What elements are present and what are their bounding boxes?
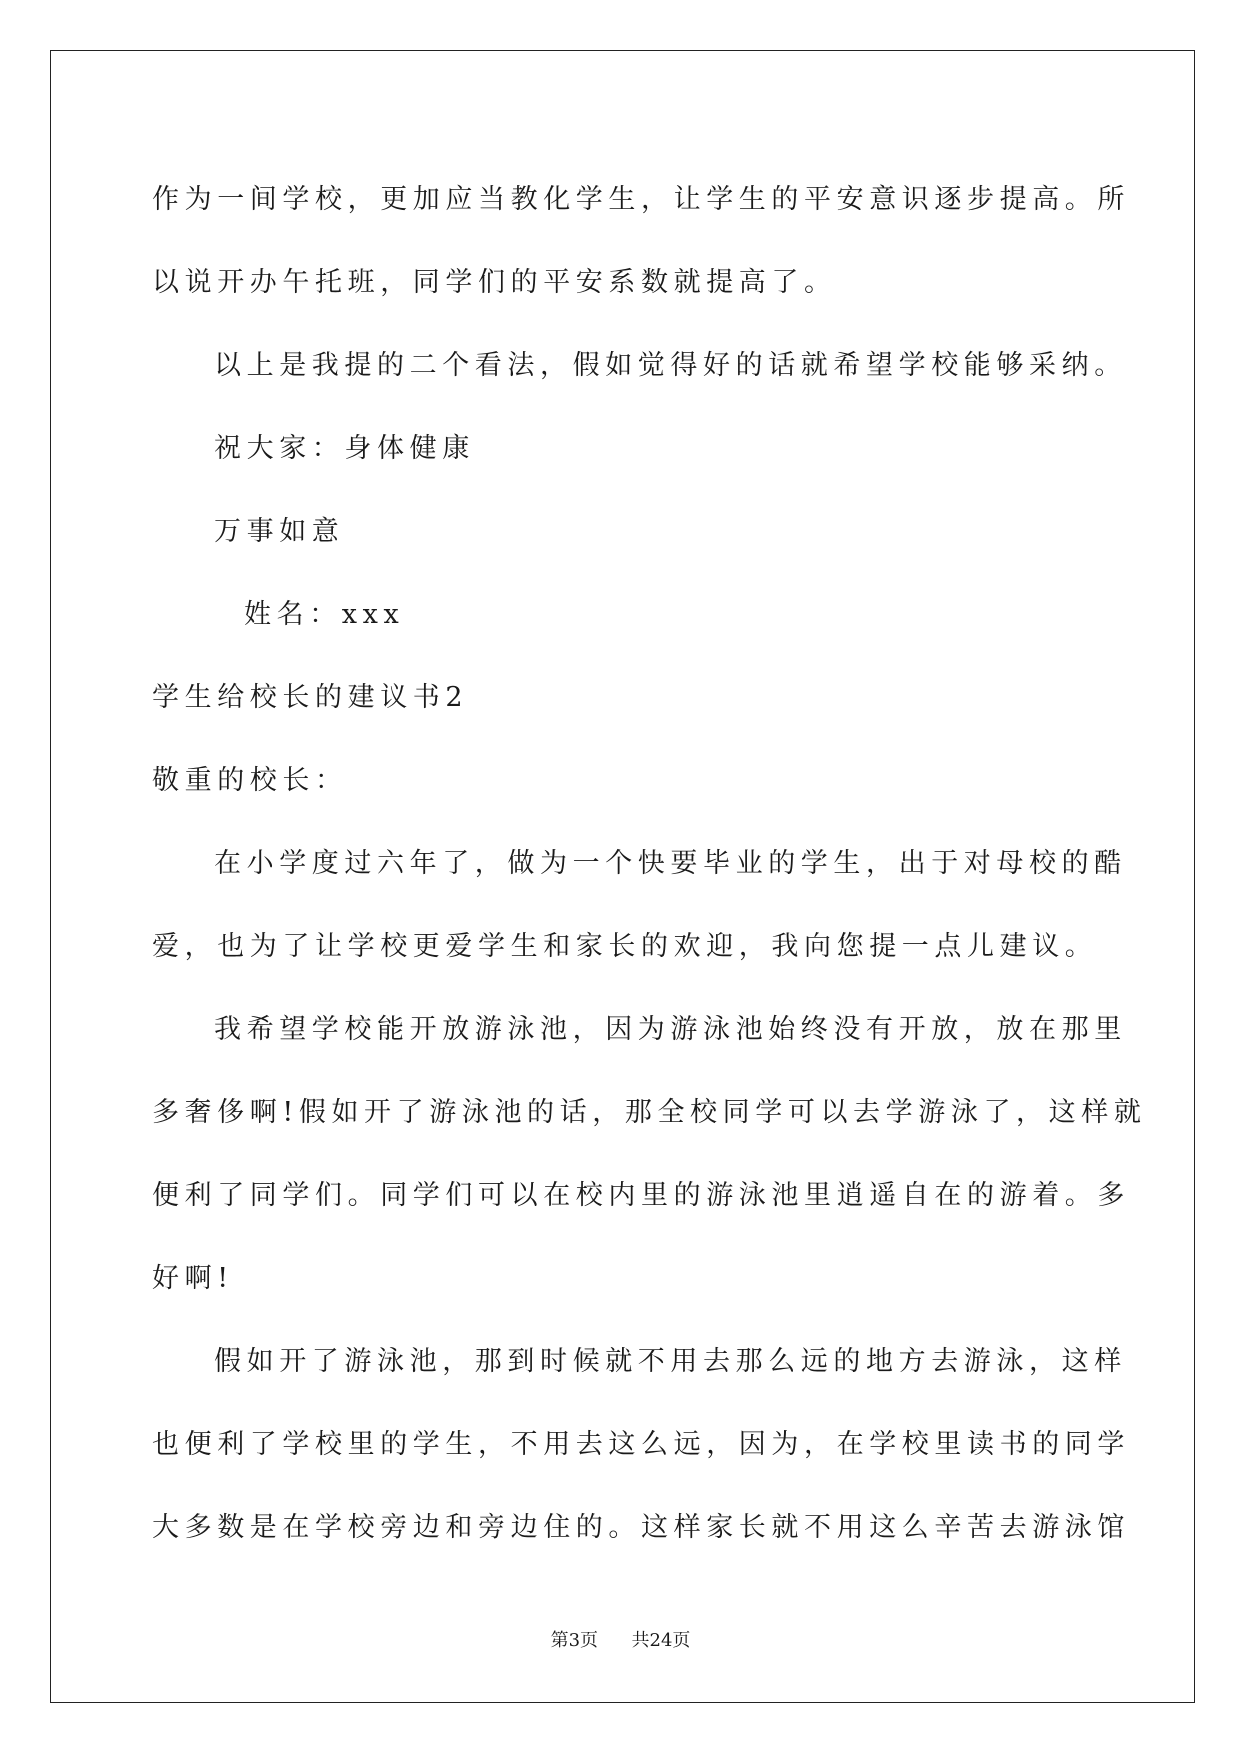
salutation: 敬重的校长： xyxy=(152,765,348,796)
paragraph-line: 假如开了游泳池，那到时候就不用去那么远的地方去游泳，这样 xyxy=(214,1346,1127,1377)
paragraph-line: 爱，也为了让学校更爱学生和家长的欢迎，我向您提一点儿建议。 xyxy=(152,931,1098,962)
paragraph-line: 多奢侈啊!假如开了游泳池的话，那全校同学可以去学游泳了，这样就 xyxy=(152,1097,1147,1128)
paragraph-line: 作为一间学校，更加应当教化学生，让学生的平安意识逐步提高。所 xyxy=(152,184,1130,215)
document-body xyxy=(152,158,1147,1569)
paragraph-line: 我希望学校能开放游泳池，因为游泳池始终没有开放，放在那里 xyxy=(214,1014,1127,1045)
page-total: 共24页 xyxy=(631,1630,691,1651)
paragraph-line: 在小学度过六年了，做为一个快要毕业的学生，出于对母校的酷 xyxy=(214,848,1127,879)
section-title: 学生给校长的建议书2 xyxy=(152,682,469,713)
paragraph-line: 以说开办午托班，同学们的平安系数就提高了。 xyxy=(152,267,837,298)
paragraph-line: 便利了同学们。同学们可以在校内里的游泳池里逍遥自在的游着。多 xyxy=(152,1180,1130,1211)
paragraph-line: 也便利了学校里的学生，不用去这么远，因为，在学校里读书的同学 xyxy=(152,1429,1130,1460)
paragraph-line: 大多数是在学校旁边和旁边住的。这样家长就不用这么辛苦去游泳馆 xyxy=(152,1512,1130,1543)
signature-line: 姓名：xxx xyxy=(244,599,405,630)
page-number: 第3页 xyxy=(550,1630,599,1651)
paragraph-line: 以上是我提的二个看法，假如觉得好的话就希望学校能够采纳。 xyxy=(214,350,1127,381)
paragraph-line: 好啊! xyxy=(152,1263,234,1294)
page-footer xyxy=(0,1626,1241,1652)
closing-wish-line: 祝大家：身体健康 xyxy=(214,433,475,464)
closing-wish-line: 万事如意 xyxy=(214,516,345,547)
